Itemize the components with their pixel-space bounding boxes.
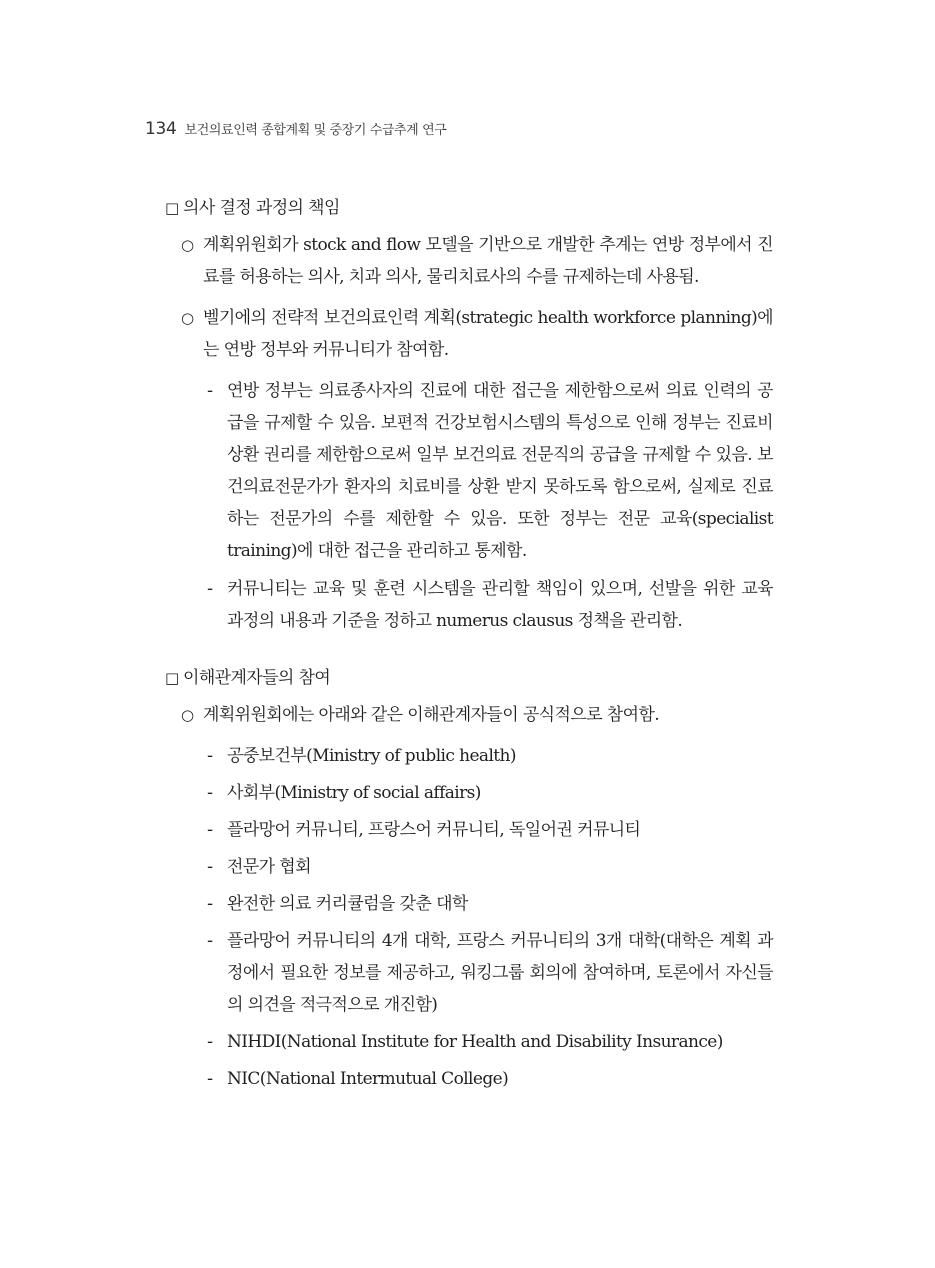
sub-item bbox=[207, 573, 773, 637]
sub-item bbox=[207, 888, 773, 920]
dash-bullet-icon: - bbox=[207, 857, 213, 877]
section-heading-text: 이해관계자들의 참여 bbox=[183, 668, 331, 688]
sub-item bbox=[207, 740, 773, 772]
dash-bullet-icon: - bbox=[207, 894, 213, 914]
sub-item bbox=[207, 1063, 773, 1095]
sub-item-text: 연방 정부는 의료종사자의 진료에 대한 접근을 제한함으로써 의료 인력의 공급을 규제할 수 있음. 보편적 건강보험시스템의 특성으로 인해 정부는 진료비 상환 권리를 제한함으로써 일부 보건의료 전문직의 공급을 규제할 수 있음. 보건의료전문가가 환자의 치료비를 상환 받지 못하도록 함으로써, 실제로 진료하는 전문가의 수를 제한할 수 있음. 또한 정부는 전문 교육(specialist training)에 대한 접근을 관리하고 통제함. bbox=[227, 381, 773, 561]
list-item bbox=[181, 229, 773, 293]
section-stakeholder-participation bbox=[165, 666, 773, 1095]
list-item bbox=[181, 302, 773, 366]
section-decision-responsibility bbox=[165, 196, 773, 637]
list-item-text: 계획위원회가 stock and flow 모델을 기반으로 개발한 추계는 연방 정부에서 진료를 허용하는 의사, 치과 의사, 물리치료사의 수를 규제하는데 사용됨. bbox=[203, 235, 773, 287]
sub-item bbox=[207, 925, 773, 1021]
dash-bullet-icon: - bbox=[207, 820, 213, 840]
list-item-text: 벨기에의 전략적 보건의료인력 계획(strategic health workforce planning)에는 연방 정부와 커뮤니티가 참여함. bbox=[203, 308, 773, 360]
sub-item bbox=[207, 851, 773, 883]
dash-bullet-icon: - bbox=[207, 1069, 213, 1089]
sub-item-text: NIC(National Intermutual College) bbox=[227, 1069, 509, 1089]
square-bullet-icon: □ bbox=[165, 669, 179, 687]
sub-item-text: 플라망어 커뮤니티, 프랑스어 커뮤니티, 독일어권 커뮤니티 bbox=[227, 820, 641, 840]
sub-item bbox=[207, 375, 773, 567]
section-heading-text: 의사 결정 과정의 책임 bbox=[183, 198, 340, 218]
sub-item-text: 플라망어 커뮤니티의 4개 대학, 프랑스 커뮤니티의 3개 대학(대학은 계획 과정에서 필요한 정보를 제공하고, 워킹그룹 회의에 참여하며, 토론에서 자신들의 의견을 적극적으로 개진함) bbox=[227, 931, 773, 1015]
running-title: 보건의료인력 종합계획 및 중장기 수급추계 연구 bbox=[184, 123, 447, 138]
dash-bullet-icon: - bbox=[207, 783, 213, 803]
dash-bullet-icon: - bbox=[207, 931, 213, 951]
dash-bullet-icon: - bbox=[207, 1032, 213, 1052]
dash-bullet-icon: - bbox=[207, 381, 213, 401]
list-item bbox=[181, 699, 773, 731]
sub-item bbox=[207, 1026, 773, 1058]
dash-bullet-icon: - bbox=[207, 746, 213, 766]
circle-bullet-icon: ○ bbox=[181, 236, 194, 254]
page-number: 134 bbox=[145, 119, 177, 139]
dash-bullet-icon: - bbox=[207, 579, 213, 599]
sub-item-text: 공중보건부(Ministry of public health) bbox=[227, 746, 516, 766]
sub-item bbox=[207, 777, 773, 809]
sub-item-text: 사회부(Ministry of social affairs) bbox=[227, 783, 481, 803]
sub-item-text: 완전한 의료 커리큘럼을 갖춘 대학 bbox=[227, 894, 468, 914]
page-header bbox=[145, 119, 446, 139]
circle-bullet-icon: ○ bbox=[181, 309, 194, 327]
section-heading bbox=[165, 196, 773, 220]
sub-item-text: 커뮤니티는 교육 및 훈련 시스템을 관리할 책임이 있으며, 선발을 위한 교육 과정의 내용과 기준을 정하고 numerus clausus 정책을 관리함. bbox=[227, 579, 773, 631]
list-item-text: 계획위원회에는 아래와 같은 이해관계자들이 공식적으로 참여함. bbox=[203, 705, 660, 725]
square-bullet-icon: □ bbox=[165, 199, 179, 217]
sub-item-text: NIHDI(National Institute for Health and Disability Insurance) bbox=[227, 1032, 723, 1052]
circle-bullet-icon: ○ bbox=[181, 706, 194, 724]
sub-item-text: 전문가 협회 bbox=[227, 857, 311, 877]
section-heading bbox=[165, 666, 773, 690]
sub-item bbox=[207, 814, 773, 846]
document-body bbox=[165, 196, 773, 1124]
